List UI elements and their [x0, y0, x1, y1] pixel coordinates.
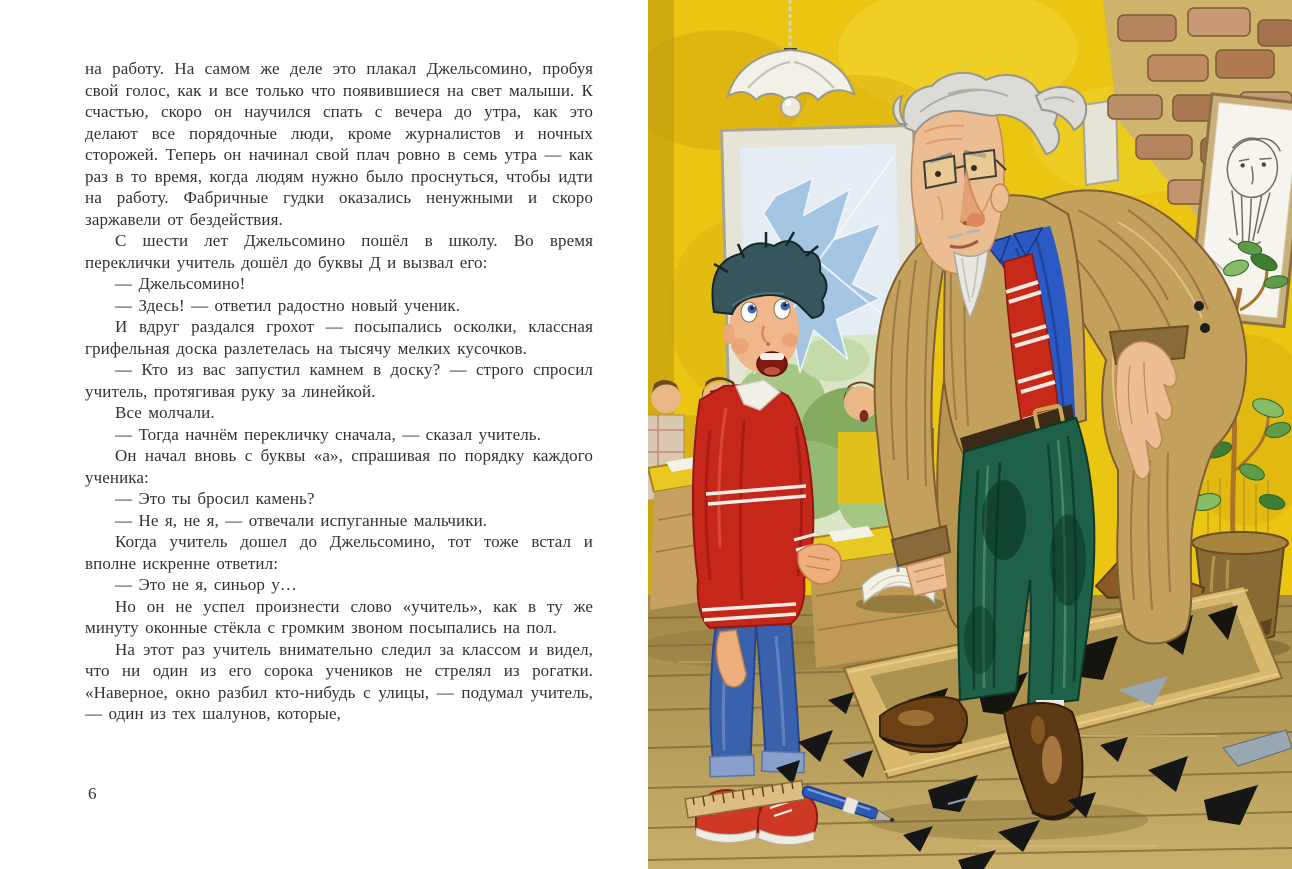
paragraph: — Не я, не я, — отвечали испуганные мальчики.: [115, 510, 488, 530]
paragraph: На этот раз учитель внимательно следил за классом и видел, что ни один из его сорока учеников не стрелял из рогатки. «Наверное, окно разбил кто-нибудь с улицы, — подумал учитель, — один из тех шалунов, которые,: [85, 639, 593, 723]
paragraph: С шести лет Джельсомино пошёл в школу. Во время переклички учитель дошёл до буквы Д и вызвал его:: [85, 231, 593, 272]
paragraph: на работу. На самом же деле это плакал Джельсомино, пробуя свой голос, как и все только что появившиеся на свет малыши. К счастью, скоро он научился спать с вечера до утра, как это делают все порядочные люди, кроме журналистов и ночных сторожей. Теперь он начинал свой плач ровно в семь утра — как раз в то время, когда людям нужно было проснуться, чтобы идти на работу. Фабричные гудки оказались ненужными и скоро заржавели от бездействия.: [85, 59, 593, 229]
paragraph: И вдруг раздался грохот — посыпались осколки, классная грифельная доска разлетелась на тысячу мелких кусочков.: [85, 317, 593, 358]
classroom-illustration: [648, 0, 1292, 869]
paragraph: Все молчали.: [115, 403, 215, 422]
paragraph: — Кто из вас запустил камнем в доску? — строго спросил учитель, протягивая руку за линейкой.: [85, 360, 593, 401]
paragraph: — Здесь! — ответил радостно новый ученик.: [115, 295, 461, 315]
text-column: [85, 58, 593, 725]
paragraph: — Это не я, синьор у…: [115, 575, 297, 594]
page-number: 6: [88, 784, 97, 803]
paragraph: — Джельсомино!: [115, 274, 246, 293]
classroom-illustration-svg: [648, 0, 1292, 869]
paragraph: Но он не успел произнести слово «учитель», как в ту же минуту оконные стёкла с громким звоном посыпались на пол.: [85, 596, 593, 637]
paragraph: Когда учитель дошел до Джельсомино, тот тоже встал и вполне искренне ответил:: [85, 532, 593, 573]
paragraph: Он начал вновь с буквы «а», спрашивая по порядку каждого ученика:: [85, 446, 593, 487]
paragraph: — Тогда начнём перекличку сначала, — сказал учитель.: [115, 424, 542, 444]
paragraph: — Это ты бросил камень?: [115, 489, 315, 508]
